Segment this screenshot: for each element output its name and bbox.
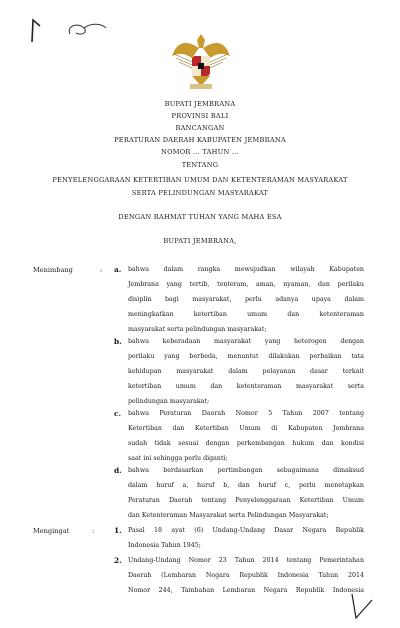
menimbang-c-line: saat ini sehingga perlu diganti; [128, 455, 228, 462]
menimbang-d-line: dan Ketenteraman Masyarakat serta Pelindungan Masyarakat; [128, 512, 329, 519]
mengingat-1-line: Indonesia Tahun 1945; [128, 542, 201, 549]
menimbang-d-marker: d. [114, 466, 122, 475]
regulation-number: NOMOR ... TAHUN ... [161, 148, 239, 156]
menimbang-a-line: Jembrana yang tertib, tenteram, aman, nyaman, dan perilaku [128, 281, 364, 288]
menimbang-a-line: masyarakat serta pelindungan masyarakat; [128, 326, 267, 333]
about-label: TENTANG [181, 161, 219, 169]
menimbang-c-line: Ketertiban dan Ketertiban Umum di Kabupaten Jembrana [128, 425, 364, 432]
menimbang-a-line: disiplin bagi masyarakat, perlu adanya upaya dalam [128, 296, 364, 303]
subject-line-2: SERTA PELINDUNGAN MASYARAKAT [131, 189, 269, 197]
menimbang-b-line: ketertiban umum dan ketenteraman masyarakat serta [128, 383, 364, 390]
regent-title: BUPATI JEMBRANA [164, 100, 236, 108]
menimbang-b-line: bahwa keberadaan masyarakat yang heterogen dengan [128, 338, 364, 345]
mengingat-1-marker: 1. [114, 526, 122, 535]
menimbang-colon: : [100, 266, 103, 274]
menimbang-c-line: bahwa Peraturan Daerah Nomor 5 Tahun 2007 tentang [128, 410, 364, 417]
menimbang-a-line: bahwa dalam rangka mewujudkan wilayah Kabupaten [128, 266, 364, 273]
issuer: BUPATI JEMBRANA, [163, 237, 237, 245]
draft-label: RANCANGAN [175, 124, 225, 132]
menimbang-b-line: pelindungan masyarakat; [128, 398, 210, 405]
menimbang-c-line: sudah tidak sesuai dengan perkembangan hukum dan kondisi [128, 440, 364, 447]
menimbang-d-line: bahwa berdasarkan pertimbangan sebagaimana dimaksud [128, 467, 364, 474]
province-title: PROVINSI BALI [171, 112, 229, 120]
menimbang-b-marker: b. [114, 337, 122, 346]
menimbang-b-line: perilaku yang berbeda, menuntut dilakukan perbaikan tata [128, 353, 364, 360]
menimbang-a-marker: a. [114, 265, 122, 274]
menimbang-d-line: dalam huruf a, huruf b, dan huruf c, perlu menetapkan [128, 482, 364, 489]
menimbang-d-line: Peraturan Daerah tentang Penyelenggaraan Ketertiban Umum [128, 497, 364, 504]
mengingat-2-marker: 2. [114, 556, 122, 565]
handwritten-paraf [342, 590, 382, 624]
menimbang-label: Menimbang [33, 266, 73, 274]
handwritten-initials [26, 12, 116, 48]
menimbang-a-line: meningkatkan ketertiban umum dan ketenteraman [128, 311, 364, 318]
mengingat-2-line: Daerah (Lembaran Negara Republik Indonesia Tahun 2014 [128, 572, 364, 579]
garuda-emblem [170, 28, 232, 94]
mengingat-1-line: Pasal 18 ayat (6) Undang-Undang Dasar Negara Republik [128, 527, 364, 534]
subject-line-1: PENYELENGGARAAN KETERTIBAN UMUM DAN KETENTERAMAN MASYARAKAT [52, 176, 348, 184]
invocation: DENGAN RAHMAT TUHAN YANG MAHA ESA [118, 213, 282, 221]
mengingat-colon: : [92, 527, 95, 535]
menimbang-c-marker: c. [114, 409, 122, 418]
mengingat-2-line: Nomor 244, Tambahan Lembaran Negara Republik Indonesia [128, 587, 364, 594]
mengingat-label: Mengingat [33, 527, 70, 535]
mengingat-2-line: Undang-Undang Nomor 23 Tahun 2014 tentang Pemerintahan [128, 557, 364, 564]
menimbang-b-line: kehidupan masyarakat dalam pelayanan dasar terkait [128, 368, 364, 375]
regulation-title: PERATURAN DAERAH KABUPATEN JEMBRANA [114, 136, 286, 144]
